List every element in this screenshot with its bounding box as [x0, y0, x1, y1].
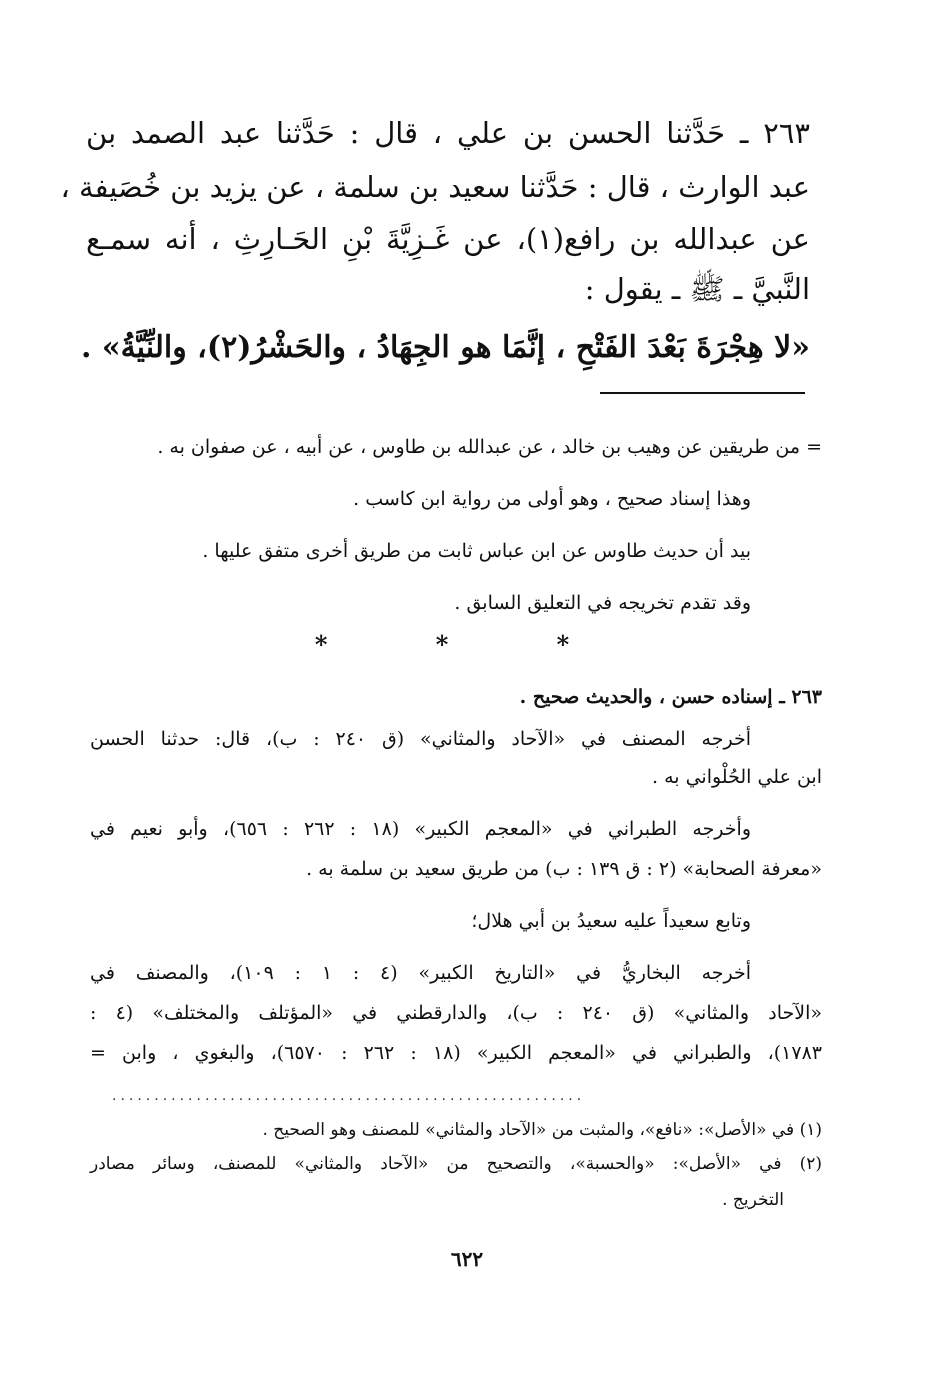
note-263-p1-line-1: أخرجه المصنف في «الآحاد والمثاني» (ق ٢٤٠ : ب)، قال: حدثنا الحسن [90, 728, 751, 750]
separator-line [600, 392, 805, 394]
note-263-heading: ٢٦٣ ـ إسناده حسن ، والحديث صحيح . [519, 686, 822, 708]
note-263-p2-line-1: وأخرجه الطبراني في «المعجم الكبير» (١٨ : ٢٦٢ : ٦٥٦)، وأبو نعيم في [90, 818, 751, 840]
note-263-p2-line-2: «معرفة الصحابة» (٢ : ق ١٣٩ : ب) من طريق سعيد بن سلمة به . [306, 858, 822, 880]
note-263-p3: وتابع سعيداً عليه سعيدُ بن أبي هلال؛ [471, 910, 751, 932]
note-263-p4-line-1: أخرجه البخاريُّ في «التاريخ الكبير» (٤ : ١ : ١٠٩)، والمصنف في [90, 962, 752, 984]
dotted-separator: ........................................................ [112, 1088, 586, 1104]
note-263-p4-line-3: ١٧٨٣)، والطبراني في «المعجم الكبير» (١٨ : ٢٦٢ : ٦٥٧٠)، والبغوي ، وابن = [90, 1042, 822, 1064]
main-line-2: عبد الوارث ، قال : حَدَّثنا سعيد بن سلمة ، عن يزيد بن خُصَيفة ، [60, 170, 810, 204]
footnote-2-line-2: التخريج . [722, 1190, 784, 1210]
footnote-2-line-1: (٢) في «الأصل»: «والحسبة»، والتصحيح من «الآحاد والمثاني» للمصنف، وسائر مصادر [90, 1154, 822, 1174]
hadith-text: «لا هِجْرَةَ بَعْدَ الفَتْحِ ، إنَّمَا هو الجِهَادُ ، والحَشْرُ(٢)، والنِّيَّةُ» . [80, 330, 810, 365]
main-line-1: ٢٦٣ ـ حَدَّثنا الحسن بن علي ، قال : حَدَّثنا عبد الصمد بن [86, 116, 810, 150]
note-line-4: وقد تقدم تخريجه في التعليق السابق . [454, 592, 751, 614]
section-stars: * * * [314, 630, 620, 659]
note-263-p1-line-2: ابن علي الحُلْواني به . [651, 766, 822, 788]
page-number: ٦٢٢ [450, 1247, 484, 1271]
footnote-1: (١) في «الأصل»: «نافع»، والمثبت من «الآحاد والمثاني» للمصنف وهو الصحيح . [262, 1120, 822, 1140]
note-line-3: بيد أن حديث طاوس عن ابن عباس ثابت من طريق أخرى متفق عليها . [202, 540, 751, 562]
note-line-1: = من طريقين عن وهيب بن خالد ، عن عبدالله بن طاوس ، عن أبيه ، عن صفوان به . [157, 436, 822, 458]
main-line-3: عن عبدالله بن رافع(١)، عن غَـزِيَّةَ بْنِ الحَـارِثِ ، أنه سمـع [86, 222, 810, 256]
main-line-4: النَّبيَّ ـ ﷺ ـ يقول : [584, 272, 810, 306]
note-263-p4-line-2: «الآحاد والمثاني» (ق ٢٤٠ : ب)، والدارقطني في «المؤتلف والمختلف» (٤ : [90, 1002, 822, 1024]
note-line-2: وهذا إسناد صحيح ، وهو أولى من رواية ابن كاسب . [353, 488, 751, 510]
